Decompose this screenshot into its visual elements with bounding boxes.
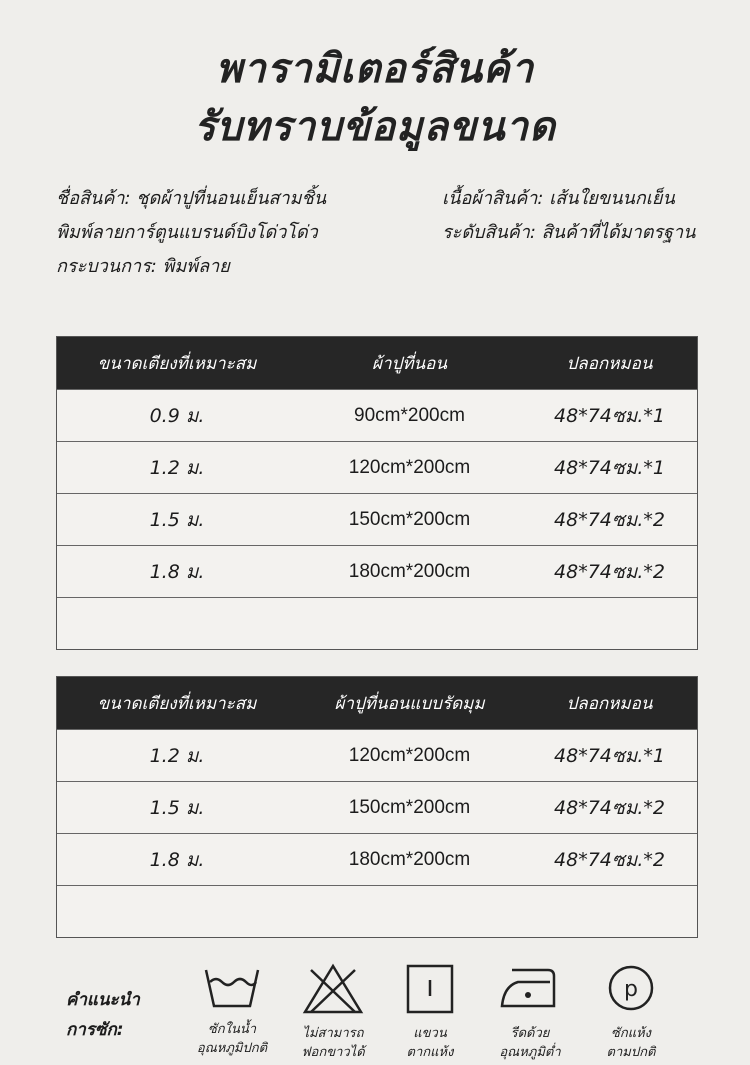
care-label: ซักแห้ง — [611, 1026, 651, 1041]
header-fitted-sheet: ผ้าปูที่นอนแบบรัดมุม — [334, 693, 485, 714]
care-item-wash — [177, 962, 287, 1058]
cell-pillowcase: 48*74ซม.*2 — [554, 560, 665, 583]
table-header — [57, 677, 697, 729]
page-subtitle: รับทราบข้อมูลขนาด — [194, 104, 556, 150]
care-title-line2: การซัก: — [66, 1020, 124, 1040]
cell-pillowcase: 48*74ซม.*1 — [554, 404, 665, 427]
table-row-empty — [57, 597, 697, 649]
table-row — [57, 493, 697, 545]
cell-bed-size: 1.8 ม. — [149, 848, 205, 871]
cell-bed-size: 0.9 ม. — [149, 404, 205, 427]
care-item-iron — [475, 962, 585, 1062]
table-row — [57, 389, 697, 441]
cell-bed-size: 1.2 ม. — [149, 456, 205, 479]
header-pillowcase: ปลอกหมอน — [566, 693, 653, 714]
product-info-right — [442, 182, 695, 250]
product-process: กระบวนการ: พิมพ์ลาย — [56, 256, 230, 277]
cell-bed-size: 1.5 ม. — [149, 508, 205, 531]
table-row — [57, 729, 697, 781]
table-header — [57, 337, 697, 389]
header-bed-size: ขนาดเตียงที่เหมาะสม — [97, 353, 257, 374]
care-label: ตากแห้ง — [406, 1045, 454, 1060]
table-row — [57, 545, 697, 597]
dry-clean-icon — [599, 962, 663, 1016]
care-title-line1: คำแนะนำ — [66, 990, 140, 1010]
product-fabric: เนื้อผ้าสินค้า: เส้นใยขนนกเย็น — [442, 188, 675, 209]
product-name: ชื่อสินค้า: ชุดผ้าปูที่นอนเย็นสามชิ้น — [56, 188, 327, 209]
care-label: ตามปกติ — [606, 1045, 656, 1060]
do-not-bleach-icon — [301, 962, 365, 1016]
care-item-no-bleach — [278, 962, 388, 1062]
size-table-fitted-sheet — [56, 676, 698, 938]
care-label: แขวน — [413, 1026, 447, 1041]
header-sheet: ผ้าปูที่นอน — [372, 353, 447, 374]
product-grade: ระดับสินค้า: สินค้าที่ได้มาตรฐาน — [442, 222, 696, 243]
care-label: ฟอกขาวได้ — [301, 1045, 365, 1060]
cell-pillowcase: 48*74ซม.*2 — [554, 796, 665, 819]
cell-bed-size: 1.8 ม. — [149, 560, 205, 583]
table-row — [57, 781, 697, 833]
svg-text:p: p — [624, 977, 638, 1002]
cell-pillowcase: 48*74ซม.*1 — [554, 744, 665, 767]
iron-low-heat-icon — [498, 962, 562, 1016]
size-table-flat-sheet — [56, 336, 698, 650]
care-label: ไม่สามารถ — [302, 1026, 364, 1041]
page-title: พารามิเตอร์สินค้า — [215, 46, 535, 92]
care-instructions-title — [66, 985, 140, 1045]
cell-sheet-size: 150cm*200cm — [348, 508, 471, 530]
cell-pillowcase: 48*74ซม.*2 — [554, 508, 665, 531]
care-item-dry-clean — [576, 962, 686, 1062]
cell-sheet-size: 180cm*200cm — [348, 848, 471, 870]
table-row — [57, 441, 697, 493]
product-info-left — [56, 182, 326, 284]
cell-bed-size: 1.5 ม. — [149, 796, 205, 819]
table-row-empty — [57, 885, 697, 937]
header-pillowcase: ปลอกหมอน — [566, 353, 653, 374]
cell-pillowcase: 48*74ซม.*2 — [554, 848, 665, 871]
care-label: ซักในน้ำ — [207, 1022, 257, 1037]
cell-sheet-size: 150cm*200cm — [348, 796, 471, 818]
cell-sheet-size: 120cm*200cm — [348, 744, 471, 766]
care-item-hang-dry — [375, 962, 485, 1062]
header-bed-size: ขนาดเตียงที่เหมาะสม — [97, 693, 257, 714]
cell-sheet-size: 180cm*200cm — [348, 560, 471, 582]
cell-bed-size: 1.2 ม. — [149, 744, 205, 767]
care-label: รีดด้วย — [510, 1026, 550, 1041]
cell-pillowcase: 48*74ซม.*1 — [554, 456, 665, 479]
hang-dry-icon — [398, 962, 462, 1016]
table-row — [57, 833, 697, 885]
cell-sheet-size: 90cm*200cm — [354, 404, 465, 426]
care-label: อุณหภูมิต่ำ — [499, 1045, 561, 1060]
care-label: อุณหภูมิปกติ — [196, 1041, 268, 1056]
cell-sheet-size: 120cm*200cm — [348, 456, 471, 478]
product-name-cont: พิมพ์ลายการ์ตูนแบรนด์บิงโด่วโด่ว — [56, 222, 318, 243]
wash-basin-icon — [200, 962, 264, 1012]
